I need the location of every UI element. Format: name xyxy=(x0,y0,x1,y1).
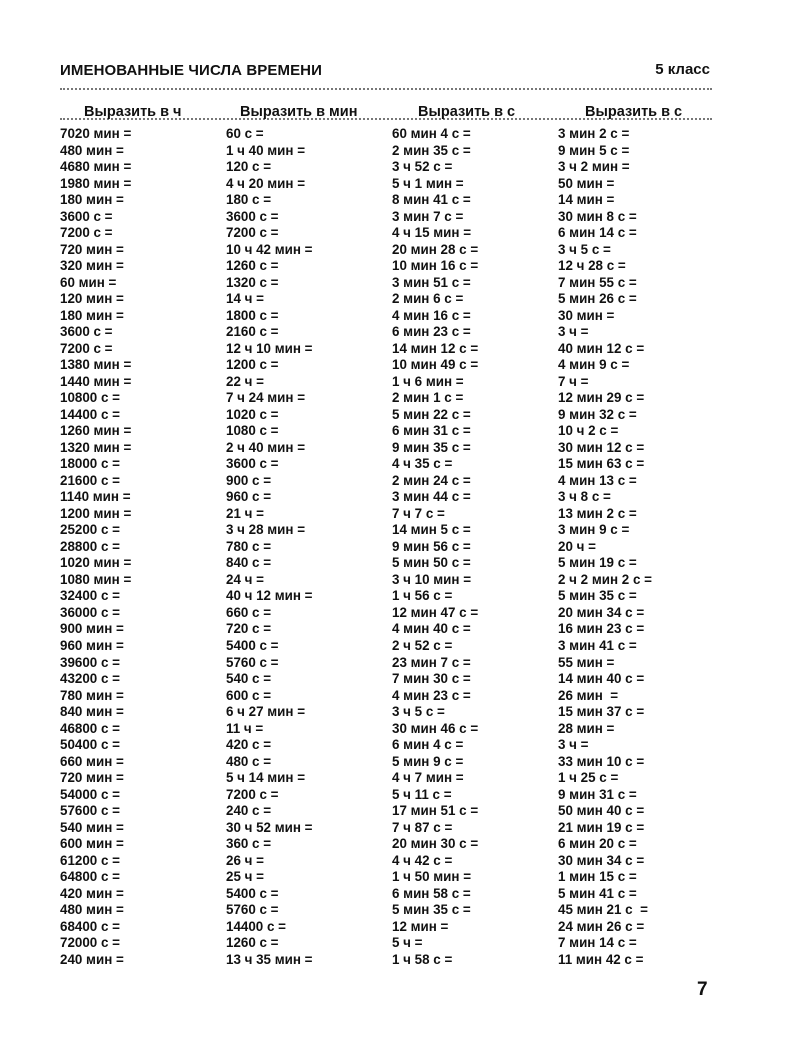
exercise-item: 11 мин 42 с = xyxy=(558,951,644,967)
exercise-item: 5 ч 1 мин = xyxy=(392,175,464,191)
exercise-item: 55 мин = xyxy=(558,654,615,670)
column-heading-hours: Выразить в ч xyxy=(84,104,182,120)
column-seconds-b xyxy=(558,126,652,968)
exercise-item: 3 ч 52 с = xyxy=(392,159,453,175)
exercise-item: 14400 с = xyxy=(60,406,120,422)
exercise-item: 1140 мин = xyxy=(60,489,131,505)
exercise-item: 28 мин = xyxy=(558,720,615,736)
exercise-item: 6 мин 23 с = xyxy=(392,324,471,340)
exercise-item: 1020 с = xyxy=(226,406,279,422)
exercise-item: 8 мин 41 с = xyxy=(392,192,471,208)
exercise-item: 7200 с = xyxy=(60,340,113,356)
exercise-item: 180 мин = xyxy=(60,192,124,208)
exercise-item: 12 ч 10 мин = xyxy=(226,340,313,356)
exercise-item: 12 мин = xyxy=(392,918,449,934)
exercise-item: 15 мин 63 с = xyxy=(558,456,645,472)
exercise-item: 420 мин = xyxy=(60,885,124,901)
exercise-item: 30 мин 46 с = xyxy=(392,720,479,736)
exercise-item: 1 ч 6 мин = xyxy=(392,373,464,389)
exercise-item: 17 мин 51 с = xyxy=(392,803,479,819)
exercise-item: 5400 с = xyxy=(226,885,279,901)
exercise-item: 4 мин 40 с = xyxy=(392,621,471,637)
exercise-item: 7 мин 55 с = xyxy=(558,274,637,290)
exercise-item: 180 мин = xyxy=(60,307,124,323)
exercise-item: 840 с = xyxy=(226,555,272,571)
exercise-item: 61200 с = xyxy=(60,852,120,868)
exercise-item: 3600 с = xyxy=(226,208,279,224)
exercise-item: 7 ч 7 с = xyxy=(392,505,445,521)
exercise-item: 840 мин = xyxy=(60,704,124,720)
exercise-item: 13 ч 35 мин = xyxy=(226,951,313,967)
exercise-item: 24 ч = xyxy=(226,571,264,587)
exercise-item: 480 мин = xyxy=(60,142,124,158)
exercise-item: 1 мин 15 с = xyxy=(558,869,637,885)
exercise-item: 10 мин 16 с = xyxy=(392,258,479,274)
exercise-item: 7200 с = xyxy=(60,225,113,241)
column-minutes xyxy=(226,126,313,968)
column-heading-seconds-a: Выразить в с xyxy=(418,104,516,120)
exercise-item: 5 мин 35 с = xyxy=(558,588,637,604)
exercise-item: 54000 с = xyxy=(60,786,120,802)
exercise-item: 2 ч 2 мин 2 с = xyxy=(558,571,652,587)
exercise-item: 7 ч 87 с = xyxy=(392,819,453,835)
exercise-item: 120 мин = xyxy=(60,291,124,307)
exercise-item: 3 мин 51 с = xyxy=(392,274,471,290)
exercise-item: 14400 с = xyxy=(226,918,286,934)
column-heading-minutes: Выразить в мин xyxy=(240,104,358,120)
exercise-item: 540 с = xyxy=(226,671,272,687)
exercise-item: 20 ч = xyxy=(558,538,596,554)
exercise-item: 1260 мин = xyxy=(60,423,132,439)
exercise-item: 21600 с = xyxy=(60,472,120,488)
header-divider xyxy=(60,88,712,90)
exercise-item: 4 ч 7 мин = xyxy=(392,770,464,786)
exercise-item: 40 ч 12 мин = xyxy=(226,588,313,604)
exercise-item: 45 мин 21 с = xyxy=(558,902,648,918)
exercise-item: 9 мин 56 с = xyxy=(392,538,471,554)
exercise-item: 4 ч 42 с = xyxy=(392,852,453,868)
exercise-item: 5 мин 19 с = xyxy=(558,555,637,571)
exercise-item: 1080 мин = xyxy=(60,571,132,587)
exercise-item: 25 ч = xyxy=(226,869,264,885)
exercise-item: 900 с = xyxy=(226,472,272,488)
exercise-item: 60 мин = xyxy=(60,274,117,290)
exercise-item: 14 ч = xyxy=(226,291,264,307)
exercise-item: 7020 мин = xyxy=(60,126,132,141)
exercise-item: 21 ч = xyxy=(226,505,264,521)
exercise-item: 14 мин 40 с = xyxy=(558,671,645,687)
exercise-item: 240 с = xyxy=(226,803,272,819)
exercise-item: 120 с = xyxy=(226,159,272,175)
exercise-item: 1800 с = xyxy=(226,307,279,323)
exercise-item: 20 мин 34 с = xyxy=(558,604,645,620)
exercise-item: 1380 мин = xyxy=(60,357,132,373)
exercise-item: 4 мин 9 с = xyxy=(558,357,630,373)
exercise-item: 30 ч 52 мин = xyxy=(226,819,313,835)
exercise-item: 4 ч 15 мин = xyxy=(392,225,472,241)
page-header xyxy=(60,62,710,82)
exercise-item: 1320 с = xyxy=(226,274,279,290)
exercise-item: 23 мин 7 с = xyxy=(392,654,471,670)
exercise-item: 900 мин = xyxy=(60,621,124,637)
exercise-item: 720 мин = xyxy=(60,770,124,786)
exercise-item: 26 ч = xyxy=(226,852,264,868)
exercise-item: 9 мин 31 с = xyxy=(558,786,637,802)
exercise-item: 21 мин 19 с = xyxy=(558,819,645,835)
exercise-item: 5 мин 9 с = xyxy=(392,753,464,769)
exercise-item: 11 ч = xyxy=(226,720,264,736)
exercise-item: 720 мин = xyxy=(60,241,124,257)
exercise-item: 6 мин 31 с = xyxy=(392,423,471,439)
exercise-item: 4 мин 16 с = xyxy=(392,307,471,323)
exercise-item: 22 ч = xyxy=(226,373,264,389)
exercise-item: 3 ч 5 с = xyxy=(558,241,611,257)
exercise-item: 3600 с = xyxy=(60,208,113,224)
exercise-item: 3 мин 7 с = xyxy=(392,208,464,224)
exercise-item: 6 мин 4 с = xyxy=(392,737,464,753)
exercise-item: 2 мин 1 с = xyxy=(392,390,464,406)
exercise-item: 12 мин 47 с = xyxy=(392,604,479,620)
exercise-item: 30 мин = xyxy=(558,307,615,323)
exercise-item: 60 мин 4 с = xyxy=(392,126,471,141)
exercise-item: 3 мин 2 с = xyxy=(558,126,630,141)
exercise-item: 360 с = xyxy=(226,836,272,852)
exercise-item: 480 мин = xyxy=(60,902,124,918)
exercise-item: 4680 мин = xyxy=(60,159,132,175)
exercise-item: 5 мин 26 с = xyxy=(558,291,637,307)
exercise-item: 3 ч 10 мин = xyxy=(392,571,472,587)
exercise-item: 1020 мин = xyxy=(60,555,132,571)
exercise-item: 1200 мин = xyxy=(60,505,132,521)
exercise-item: 5 мин 50 с = xyxy=(392,555,471,571)
exercise-item: 36000 с = xyxy=(60,604,120,620)
exercise-item: 5 мин 41 с = xyxy=(558,885,637,901)
exercise-item: 13 мин 2 с = xyxy=(558,505,637,521)
exercise-item: 2 мин 6 с = xyxy=(392,291,464,307)
exercise-item: 28800 с = xyxy=(60,538,120,554)
exercise-item: 68400 с = xyxy=(60,918,120,934)
exercise-item: 50 мин = xyxy=(558,175,615,191)
exercise-item: 1 ч 56 с = xyxy=(392,588,453,604)
exercise-item: 10 ч 42 мин = xyxy=(226,241,313,257)
exercise-item: 12 мин 29 с = xyxy=(558,390,645,406)
exercise-item: 9 мин 35 с = xyxy=(392,439,471,455)
exercise-item: 6 ч 27 мин = xyxy=(226,704,306,720)
exercise-item: 10 ч 2 с = xyxy=(558,423,619,439)
exercise-item: 26 мин = xyxy=(558,687,619,703)
exercise-item: 3 ч 2 мин = xyxy=(558,159,630,175)
exercise-item: 7 мин 30 с = xyxy=(392,671,471,687)
exercise-item: 1320 мин = xyxy=(60,439,132,455)
exercise-item: 72000 с = xyxy=(60,935,120,951)
exercise-item: 18000 с = xyxy=(60,456,120,472)
exercise-item: 1 ч 50 мин = xyxy=(392,869,472,885)
exercise-item: 420 с = xyxy=(226,737,272,753)
exercise-item: 2 ч 52 с = xyxy=(392,637,453,653)
exercise-item: 1980 мин = xyxy=(60,175,132,191)
exercise-item: 20 мин 30 с = xyxy=(392,836,479,852)
exercise-item: 7200 с = xyxy=(226,225,279,241)
exercise-item: 25200 с = xyxy=(60,522,120,538)
exercise-item: 16 мин 23 с = xyxy=(558,621,645,637)
exercise-item: 5 ч 11 с = xyxy=(392,786,452,802)
exercise-item: 2 мин 24 с = xyxy=(392,472,471,488)
exercise-item: 3 ч = xyxy=(558,324,589,340)
exercise-item: 4 ч 20 мин = xyxy=(226,175,306,191)
exercise-item: 30 мин 34 с = xyxy=(558,852,645,868)
exercise-item: 33 мин 10 с = xyxy=(558,753,645,769)
exercise-item: 180 с = xyxy=(226,192,272,208)
exercise-item: 7 ч = xyxy=(558,373,589,389)
exercise-item: 3 ч 8 с = xyxy=(558,489,611,505)
exercise-item: 60 с = xyxy=(226,126,264,141)
exercise-item: 30 мин 12 с = xyxy=(558,439,645,455)
exercise-item: 960 с = xyxy=(226,489,272,505)
exercise-item: 5 ч = xyxy=(392,935,423,951)
exercise-item: 780 мин = xyxy=(60,687,124,703)
exercise-item: 7200 с = xyxy=(226,786,279,802)
exercise-item: 1 ч 40 мин = xyxy=(226,142,306,158)
exercise-item: 14 мин 12 с = xyxy=(392,340,479,356)
exercise-item: 1080 с = xyxy=(226,423,279,439)
page-number: 7 xyxy=(697,979,708,1000)
exercise-item: 5 мин 35 с = xyxy=(392,902,471,918)
exercise-item: 32400 с = xyxy=(60,588,120,604)
exercise-item: 30 мин 8 с = xyxy=(558,208,637,224)
exercise-item: 1 ч 58 с = xyxy=(392,951,453,967)
exercise-item: 480 с = xyxy=(226,753,272,769)
exercise-item: 14 мин 5 с = xyxy=(392,522,471,538)
exercise-item: 24 мин 26 с = xyxy=(558,918,645,934)
exercise-item: 3 мин 9 с = xyxy=(558,522,630,538)
exercise-item: 7 ч 24 мин = xyxy=(226,390,306,406)
exercise-item: 3 мин 41 с = xyxy=(558,637,637,653)
exercise-item: 12 ч 28 с = xyxy=(558,258,626,274)
exercise-item: 50400 с = xyxy=(60,737,120,753)
worksheet-title: ИМЕНОВАННЫЕ ЧИСЛА ВРЕМЕНИ xyxy=(60,62,322,79)
exercise-item: 3 ч 28 мин = xyxy=(226,522,306,538)
exercise-item: 3600 с = xyxy=(60,324,113,340)
exercise-item: 9 мин 32 с = xyxy=(558,406,637,422)
exercise-item: 4 мин 23 с = xyxy=(392,687,471,703)
exercise-item: 1 ч 25 с = xyxy=(558,770,619,786)
column-heading-seconds-b: Выразить в с xyxy=(585,104,683,120)
exercise-item: 4 мин 13 с = xyxy=(558,472,637,488)
exercise-item: 2 мин 35 с = xyxy=(392,142,471,158)
exercise-item: 600 с = xyxy=(226,687,272,703)
exercise-item: 5 мин 22 с = xyxy=(392,406,471,422)
exercise-item: 43200 с = xyxy=(60,671,120,687)
exercise-item: 2160 с = xyxy=(226,324,279,340)
exercise-item: 7 мин 14 с = xyxy=(558,935,637,951)
exercise-item: 15 мин 37 с = xyxy=(558,704,645,720)
exercise-item: 4 ч 35 с = xyxy=(392,456,453,472)
exercise-item: 5 ч 14 мин = xyxy=(226,770,306,786)
exercise-item: 57600 с = xyxy=(60,803,120,819)
exercise-item: 14 мин = xyxy=(558,192,615,208)
exercise-item: 5760 с = xyxy=(226,902,279,918)
exercise-item: 1260 с = xyxy=(226,258,279,274)
exercise-item: 9 мин 5 с = xyxy=(558,142,630,158)
column-hours xyxy=(60,126,131,968)
exercise-item: 660 мин = xyxy=(60,753,124,769)
exercise-item: 6 мин 20 с = xyxy=(558,836,637,852)
exercise-item: 3 мин 44 с = xyxy=(392,489,471,505)
exercise-item: 6 мин 58 с = xyxy=(392,885,471,901)
exercise-item: 39600 с = xyxy=(60,654,120,670)
exercise-item: 50 мин 40 с = xyxy=(558,803,645,819)
exercise-item: 3600 с = xyxy=(226,456,279,472)
exercise-item: 3 ч = xyxy=(558,737,589,753)
exercise-item: 10 мин 49 с = xyxy=(392,357,479,373)
grade-label: 5 класс xyxy=(655,61,710,78)
exercise-item: 320 мин = xyxy=(60,258,124,274)
exercise-item: 1200 с = xyxy=(226,357,279,373)
exercise-item: 960 мин = xyxy=(60,637,124,653)
exercise-item: 46800 с = xyxy=(60,720,120,736)
exercise-item: 600 мин = xyxy=(60,836,124,852)
exercise-item: 780 с = xyxy=(226,538,272,554)
exercise-item: 40 мин 12 с = xyxy=(558,340,645,356)
exercise-item: 6 мин 14 с = xyxy=(558,225,637,241)
column-seconds-a xyxy=(392,126,478,968)
exercise-item: 3 ч 5 с = xyxy=(392,704,445,720)
exercise-item: 2 ч 40 мин = xyxy=(226,439,306,455)
exercise-item: 64800 с = xyxy=(60,869,120,885)
exercise-item: 1440 мин = xyxy=(60,373,132,389)
exercise-item: 540 мин = xyxy=(60,819,124,835)
exercise-item: 20 мин 28 с = xyxy=(392,241,479,257)
exercise-item: 5400 с = xyxy=(226,637,279,653)
exercise-item: 660 с = xyxy=(226,604,272,620)
exercise-item: 5760 с = xyxy=(226,654,279,670)
exercise-item: 240 мин = xyxy=(60,951,124,967)
exercise-item: 10800 с = xyxy=(60,390,120,406)
exercise-item: 720 с = xyxy=(226,621,272,637)
exercise-item: 1260 с = xyxy=(226,935,279,951)
